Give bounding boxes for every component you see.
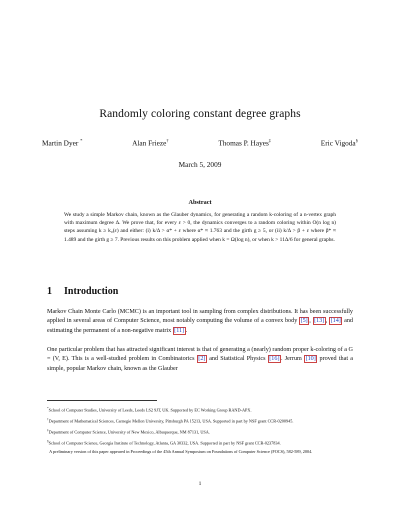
citation-link[interactable]: [16]	[269, 356, 280, 363]
footnotes	[47, 400, 353, 458]
citation-link[interactable]: [2]	[198, 356, 206, 363]
author-hayes: Thomas P. Hayes‡	[218, 138, 272, 148]
author-list	[42, 138, 358, 147]
abstract-heading: Abstract	[188, 199, 212, 206]
section-number: 1	[47, 286, 52, 297]
abstract-text: We study a simple Markov chain, known as the Glauber dynamics, for generating a random k-coloring of a n-vertex graph with maximum degree Δ. We prove that, for every ε > 0, the dynamics converges to a random coloring within O(n log n) steps assuming k ≥ k₀(ε) and either: (i) k/Δ > α* + ε where α* ≈ 1.763 and the girth g ≥ 5, or (ii) k/Δ > β + ε where β* ≈ 1.489 and the girth g ≥ 7. Previous results on this problem applied when k = Ω(log n), or when k > 11Δ/6 for general graphs.	[64, 212, 336, 243]
citation-link[interactable]: [14]	[330, 318, 341, 325]
footnote: A preliminary version of this paper appeared in Proceedings of the 45th Annual Symposium on Foundations of Computer Science (FOCS), 582-589, 2004.	[49, 449, 313, 455]
citation-link[interactable]: [5]	[300, 318, 308, 325]
section-title: Introduction	[64, 286, 119, 297]
footnote: †Department of Mathematical Sciences, Carnegie Mellon University, Pittsburgh PA 15213, USA. Supported in part by NSF grant CCR-0200945.	[47, 417, 294, 424]
author-vigoda: Eric Vigoda§	[320, 138, 358, 148]
author-frieze: Alan Frieze†	[132, 138, 169, 148]
footnote: §School of Computer Science, Georgia Institute of Technology, Atlanta, GA 30332, USA. Supported in part by NSF grant CCR-0237834.	[47, 439, 281, 446]
intro-paragraph-1: Markov Chain Monte Carlo (MCMC) is an important tool in sampling from complex distributions. It has been successfully applied in several areas of Computer Science, most notably computing the volume of a convex body [5] , [13] , [14] and estimating the permanent of a non-negative matrix [11] .	[47, 309, 354, 334]
footnote: *School of Computer Studies, University of Leeds, Leeds LS2 9JT, UK. Supported by EC Working Group RAND-APX.	[47, 406, 252, 413]
paper-date: March 5, 2009	[178, 160, 222, 169]
footnote: ‡Department of Computer Science, University of New Mexico, Albuquerque, NM 87131, USA.	[47, 428, 210, 435]
citation-link[interactable]: [11]	[174, 327, 185, 334]
section-heading	[47, 286, 118, 297]
citation-link[interactable]: [13]	[314, 318, 325, 325]
intro-paragraph-2: One particular problem that has attracted significant interest is that of generating a (nearly) random proper k-coloring of a G = (V, E). This is a well-studied problem in Combinatorics [2] and Statistical Physics [16] . Jerrum [10] proved that a simple, popular Markov chain, known as the Glauber	[47, 347, 353, 372]
author-dyer: Martin Dyer *	[42, 138, 83, 148]
citation-link[interactable]: [10]	[305, 356, 316, 363]
page-number: 1	[198, 481, 202, 487]
footnote-rule	[47, 400, 157, 401]
paper-title: Randomly coloring constant degree graphs	[99, 108, 301, 120]
